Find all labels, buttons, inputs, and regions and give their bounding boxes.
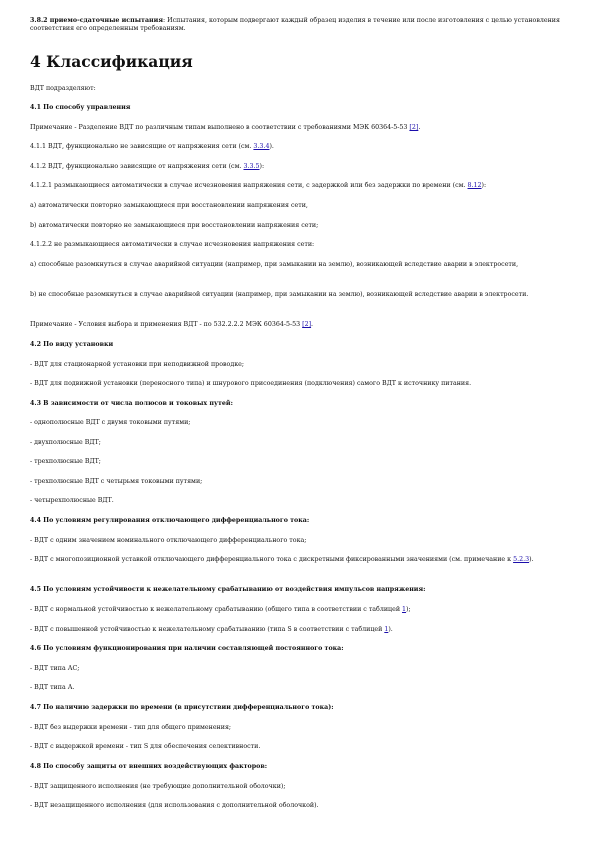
- section-4-5-title: 4.5 По условиям устойчивости к нежелательному срабатыванию от воздействия импульсов напряжения:: [30, 586, 426, 593]
- reference-link[interactable]: [2]: [409, 124, 419, 131]
- list-item-b2: b) не способные разомкнуться в случае аварийной ситуации (например, при замыкании на землю), возникающей вследствие аварии в электросети.: [30, 291, 529, 298]
- section-4-2-title: 4.2 По виду установки: [30, 341, 114, 348]
- section-4-1-title: 4.1 По способу управления: [30, 104, 131, 111]
- note-4-1-2: [30, 321, 570, 329]
- list-item: - ВДТ типа АС;: [30, 665, 80, 672]
- section-4-8-title: 4.8 По способу защиты от внешних воздействующих факторов:: [30, 763, 268, 770]
- definition-term: 3.8.2 приемо-сдаточные испытания: [30, 17, 163, 24]
- reference-link[interactable]: [2]: [302, 321, 312, 328]
- list-item: - ВДТ без выдержки времени - тип для общего применения;: [30, 724, 232, 731]
- note-text: Примечание - Разделение ВДТ по различным типам выполнено в соответствии с требованиями МЭК 60364-5-53: [30, 124, 410, 131]
- list-item: - двухполюсные ВДТ;: [30, 439, 101, 446]
- clause-link[interactable]: 5.2.3: [513, 556, 530, 563]
- note-4-1: [30, 124, 570, 132]
- list-item: - ВДТ с одним значением номинального отключающего дифференциального тока;: [30, 537, 307, 544]
- list-item-text: - ВДТ с многопозиционной уставкой отключающего дифференциального тока с дискретными фиксированными значениями (см. примечание к: [30, 556, 514, 563]
- section-heading: 4 Классификация: [30, 52, 193, 71]
- definition-text: : Испытания, которым подвергают каждый образец изделия в течение или после изготовления с целью установления соответствия его определенным требованиям.: [30, 17, 560, 32]
- list-item: - ВДТ для стационарной установки при неподвижной проводке;: [30, 361, 244, 368]
- clause-link[interactable]: 3.3.5: [243, 163, 260, 170]
- paragraph-text: 4.1.2 ВДТ, функционально зависящие от напряжения сети (см.: [30, 163, 244, 170]
- paragraph-4-1-2-2: 4.1.2.2 не размыкающиеся автоматически в случае исчезновения напряжения сети:: [30, 241, 315, 248]
- paragraph-4-1-2-1: [30, 182, 570, 190]
- note-text: Примечание - Условия выбора и применения ВДТ - по 532.2.2.2 МЭК 60364-5-53: [30, 321, 303, 328]
- list-item: [30, 626, 570, 634]
- paragraph-4-1-2: [30, 163, 570, 171]
- list-item: - ВДТ незащищенного исполнения (для использования с дополнительной оболочкой).: [30, 802, 319, 809]
- list-item-text: - ВДТ с повышенной устойчивостью к нежелательному срабатыванию (типа S в соответствии с таблицей: [30, 626, 385, 633]
- list-item: - трехполюсные ВДТ;: [30, 458, 101, 465]
- definition-3-8-2: [30, 17, 570, 33]
- list-item-punct: );: [406, 606, 411, 613]
- list-item-punct: ).: [388, 626, 393, 633]
- paragraph-punct: ).: [269, 143, 274, 150]
- list-item: - ВДТ типа А.: [30, 684, 75, 691]
- paragraph-text: 4.1.2.1 размыкающиеся автоматически в случае исчезновения напряжения сети, с задержкой или без задержки по времени (см.: [30, 182, 468, 189]
- list-item: [30, 556, 570, 564]
- section-4-3-title: 4.3 В зависимости от числа полюсов и токовых путей:: [30, 400, 233, 407]
- list-item-a: а) автоматически повторно замыкающиеся при восстановлении напряжения сети,: [30, 202, 308, 209]
- list-item: - трехполюсные ВДТ с четырьмя токовыми путями;: [30, 478, 203, 485]
- clause-link[interactable]: 3.3.4: [253, 143, 270, 150]
- list-item: - однополюсные ВДТ с двумя токовыми путями;: [30, 419, 191, 426]
- section-4-4-title: 4.4 По условиям регулирования отключающего дифференциального тока:: [30, 517, 310, 524]
- paragraph-4-1-1: [30, 143, 570, 151]
- note-punct: .: [418, 124, 421, 131]
- table-link[interactable]: 1: [384, 626, 389, 633]
- table-link[interactable]: 1: [402, 606, 407, 613]
- list-item: - четырехполюсные ВДТ.: [30, 497, 114, 504]
- list-item: - ВДТ для подвижной установки (переносного типа) и шнурового присоединения (подключения) самого ВДТ к источнику питания.: [30, 380, 472, 387]
- section-4-6-title: 4.6 По условиям функционирования при наличии составляющей постоянного тока:: [30, 645, 344, 652]
- note-punct: .: [311, 321, 314, 328]
- paragraph-punct: ):: [259, 163, 265, 170]
- list-item-a2: а) способные разомкнуться в случае аварийной ситуации (например, при замыкании на землю), возникающей вследствие аварии в электросети,: [30, 261, 519, 268]
- list-item: [30, 606, 570, 614]
- paragraph-text: 4.1.1 ВДТ, функционально не зависящие от напряжения сети (см.: [30, 143, 254, 150]
- section-4-7-title: 4.7 По наличию задержки по времени (в присутствии дифференциального тока):: [30, 704, 334, 711]
- clause-link[interactable]: 8.12: [467, 182, 482, 189]
- paragraph-punct: ):: [481, 182, 487, 189]
- intro-text: ВДТ подразделяют:: [30, 85, 96, 92]
- list-item: - ВДТ с выдержкой времени - тип S для обеспечения селективности.: [30, 743, 261, 750]
- list-item-punct: ).: [529, 556, 534, 563]
- list-item: - ВДТ защищенного исполнения (не требующие дополнительной оболочки);: [30, 783, 286, 790]
- list-item-text: - ВДТ с нормальной устойчивостью к нежелательному срабатыванию (общего типа в соответствии с таблицей: [30, 606, 403, 613]
- list-item-b: b) автоматически повторно не замыкающиеся при восстановлении напряжения сети;: [30, 222, 319, 229]
